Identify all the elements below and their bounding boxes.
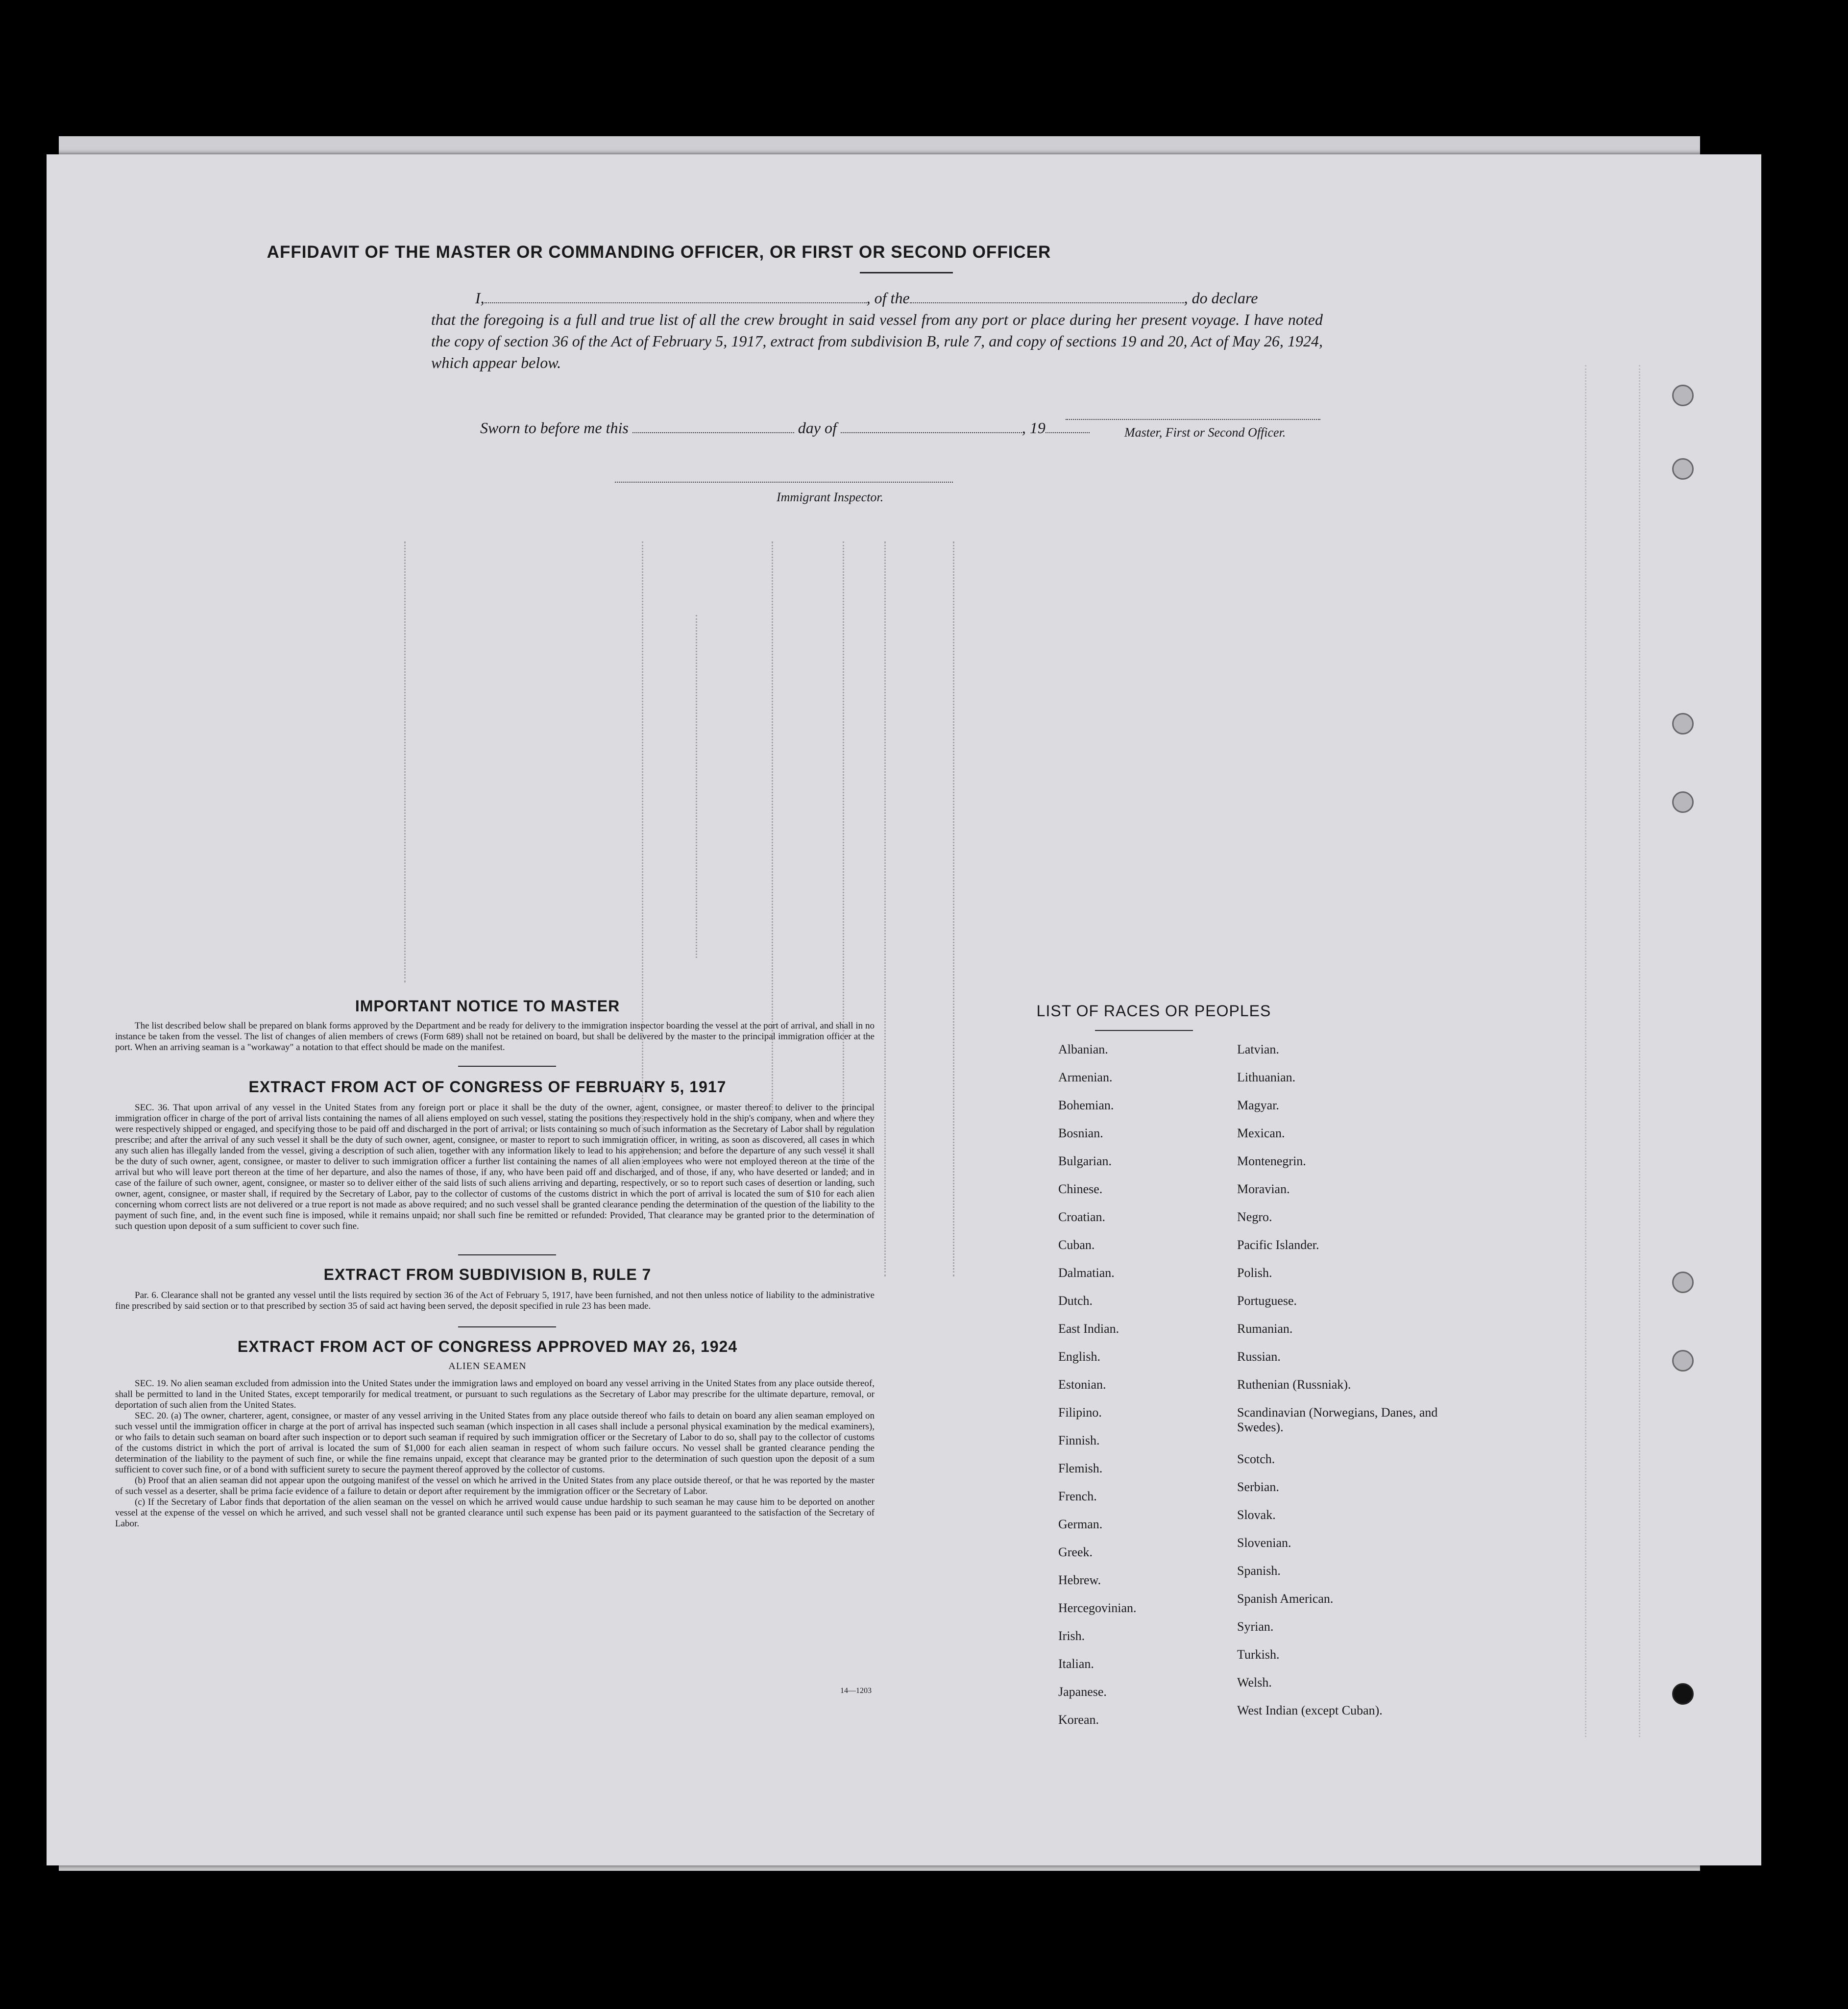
race-item: Greek. xyxy=(1058,1545,1093,1559)
extract-rule7-title: EXTRACT FROM SUBDIVISION B, RULE 7 xyxy=(323,1266,652,1283)
race-item: Croatian. xyxy=(1058,1210,1106,1224)
race-item: Lithuanian. xyxy=(1237,1070,1296,1084)
race-item: Chinese. xyxy=(1058,1182,1103,1196)
punch-hole xyxy=(1672,791,1694,813)
race-item: Syrian. xyxy=(1237,1619,1274,1634)
race-item: Bulgarian. xyxy=(1058,1154,1112,1168)
race-item: Portuguese. xyxy=(1237,1294,1297,1308)
race-item: Montenegrin. xyxy=(1237,1154,1306,1168)
inspector-signature-line[interactable] xyxy=(615,482,953,483)
punch-hole xyxy=(1672,1683,1694,1705)
race-item: Welsh. xyxy=(1237,1675,1272,1690)
race-item: Estonian. xyxy=(1058,1377,1106,1392)
race-item: Korean. xyxy=(1058,1713,1099,1727)
extract-1924-text: SEC. 19. No alien seaman excluded from admission into the United States under the immigration laws and employed on board any vessel arriving in the United States from any place outside thereof, shall be permitted to land in the United States, except temporarily for medical treatment, or pursuant to such regulations as the Secretary of Labor may prescribe for the ultimate departure, removal, or deportation of such alien from the United States. SEC. 20. (a) The owner, charterer, agent, consignee, or master of any vessel arriving in the United States from any place outside thereof who fails to detain on board any alien seaman employed on such vessel until the immigration officer in charge at the port of arrival has inspected such seaman (which inspection in all cases shall include a personal physical examination by the medical examiners), or who fails to detain such seaman on board after such inspection or to deport such seaman if required by such immigration officer or the Secretary of Labor to do so, shall pay to the collector of customs of the customs district in which the port of arrival is located the sum of $1,000 for each alien seaman in respect of whom such failure occurs. No vessel shall be granted clearance pending the determination of the liability to the payment of such fine, or while the fine remains unpaid, except that clearance may be granted prior to the determination of such question upon the deposit of a sum sufficient to cover such fine, or of a bond with sufficient surety to secure the payment thereof approved by the collector of customs. (b) Proof that an alien seaman did not appear upon the outgoing manifest of the vessel on which he arrived in the United States from any place outside thereof, or that he was reported by the master of such vessel as a deserter, shall be prima facie evidence of a failure to detain or deport after requirement by the immigration officer or the Secretary of Labor. (c) If the Secretary of Labor finds that deportation of the alien seaman on the vessel on which he arrived would cause undue hardship to such seaman he may cause him to be deported on another vessel at the expense of the vessel on which he arrived, and such vessel shall not be granted clearance until such expense has been paid or its payment guaranteed to the satisfaction of the Secretary of Labor. xyxy=(115,1378,875,1529)
punch-hole xyxy=(1672,1350,1694,1372)
races-column-2 xyxy=(1237,1042,1443,1731)
race-item: Polish. xyxy=(1237,1266,1272,1280)
race-item: Japanese. xyxy=(1058,1685,1107,1699)
race-item: German. xyxy=(1058,1517,1103,1531)
race-item: Slovak. xyxy=(1237,1508,1276,1522)
race-item: Finnish. xyxy=(1058,1433,1100,1447)
race-item: Flemish. xyxy=(1058,1461,1103,1475)
race-item: West Indian (except Cuban). xyxy=(1237,1703,1383,1717)
declaration-text: that the foregoing is a full and true list of all the crew brought in said vessel from any port or place during her present voyage. I have noted the copy of section 36 of the Act of February 5, 1917, extract from subdivision B, rule 7, and copy of sections 19 and 20, Act of May 26, 1924, which appear below. xyxy=(431,311,1323,371)
bleed-through-line xyxy=(1639,365,1642,1737)
alien-seamen-subtitle: ALIEN SEAMEN xyxy=(448,1361,527,1372)
manifest-sheet xyxy=(47,154,1761,1865)
punch-hole xyxy=(1672,385,1694,406)
race-item: Bohemian. xyxy=(1058,1098,1114,1112)
section-rule xyxy=(458,1254,556,1255)
race-item: Slovenian. xyxy=(1237,1536,1291,1550)
race-item: Bosnian. xyxy=(1058,1126,1103,1140)
race-item: Filipino. xyxy=(1058,1405,1102,1420)
bleed-through-line xyxy=(884,541,887,1276)
race-item: Latvian. xyxy=(1237,1042,1279,1056)
race-item: Serbian. xyxy=(1237,1480,1279,1494)
race-item: Scandinavian (Norwegians, Danes, and Swedes). xyxy=(1237,1405,1438,1434)
race-item: Moravian. xyxy=(1237,1182,1290,1196)
section-rule xyxy=(458,1066,556,1067)
races-title-rule xyxy=(1095,1030,1193,1031)
races-title: LIST OF RACES OR PEOPLES xyxy=(1036,1002,1271,1020)
bleed-through-line xyxy=(1585,365,1588,1737)
race-item: Spanish American. xyxy=(1237,1592,1334,1606)
race-item: Armenian. xyxy=(1058,1070,1113,1084)
punch-hole xyxy=(1672,1272,1694,1293)
sworn-line: Sworn to before me this day of , 19 xyxy=(480,416,1090,437)
race-item: English. xyxy=(1058,1349,1100,1364)
affidavit-declaration xyxy=(431,287,1323,373)
race-item: Pacific Islander. xyxy=(1237,1238,1319,1252)
section-rule xyxy=(458,1326,556,1327)
race-item: Cuban. xyxy=(1058,1238,1095,1252)
sworn-year-blank[interactable] xyxy=(1046,416,1090,433)
race-item: Albanian. xyxy=(1058,1042,1108,1056)
race-item: Mexican. xyxy=(1237,1126,1285,1140)
form-number: 14—1203 xyxy=(840,1687,872,1695)
punch-hole xyxy=(1672,713,1694,735)
race-item: Turkish. xyxy=(1237,1647,1280,1662)
extract-1924-title: EXTRACT FROM ACT OF CONGRESS APPROVED MAY 26, 1924 xyxy=(237,1338,738,1355)
affidavit-line-1: I, , of the , do declare xyxy=(431,287,1323,309)
inspector-label: Immigrant Inspector. xyxy=(777,490,884,504)
race-item: Hercegovinian. xyxy=(1058,1601,1137,1615)
punch-hole xyxy=(1672,458,1694,480)
race-item: Dalmatian. xyxy=(1058,1266,1115,1280)
race-item: Russian. xyxy=(1237,1349,1281,1364)
race-item: Hebrew. xyxy=(1058,1573,1101,1587)
race-item: Magyar. xyxy=(1237,1098,1279,1112)
extract-1917-text: SEC. 36. That upon arrival of any vessel in the United States from any foreign port or place it shall be the duty of the owner, agent, consignee, or master thereof to deliver to the principal immigration officer in charge of the port of arrival lists containing the names of all aliens employed on such vessel, stating the positions they respectively hold in the ship's company, when and where they were respectively shipped or engaged, and specifying those to be paid off and discharged in the port of arrival; or lists containing so much of such information as the Secretary of Labor shall by regulation prescribe; and after the arrival of any such vessel it shall be the duty of such owner, agent, consignee, or master to report to such immigration officer, in writing, as soon as discovered, all cases in which any such alien has illegally landed from the vessel, giving a description of such alien, together with any information likely to lead to his apprehension; and before the departure of any such vessel it shall be the duty of such owner, agent, consignee, or master to deliver to such immigration officer a further list containing the names of all alien employees who were not employed thereon at the time of the arrival but who will leave port thereon at the time of her departure, and also the names of those, if any, who have been paid off and discharged, and of those, if any, who have deserted or landed; and in case of the failure of such owner, agent, consignee, or master so to deliver either of the said lists of such aliens arriving and departing, respectively, or so to report such cases of desertion or landing, such owner, agent, consignee, or master shall, if required by the Secretary of Labor, pay to the collector of customs of the customs district in which the port of arrival is located the sum of $10 for each alien concerning whom correct lists are not delivered or a true report is not made as above required; and no such vessel shall be granted clearance pending the determination of the question of the liability to the payment of such fine, and, in the event such fine is imposed, while it remains unpaid; nor shall such fine be remitted or refunded: Provided, That clearance may be granted prior to the determination of such question upon deposit of a sum sufficient to cover such fine. xyxy=(115,1102,875,1231)
vessel-blank[interactable] xyxy=(910,287,1184,303)
extract-rule7-text: Par. 6. Clearance shall not be granted any vessel until the lists required by section 36 of the Act of February 5, 1917, have been furnished, and not then unless notice of liability to the administrative fine prescribed by said section or to that prescribed by section 35 of said act having been served, the deposit specified in rule 23 has been made. xyxy=(115,1290,875,1311)
master-signature-label: Master, First or Second Officer. xyxy=(1124,425,1286,440)
bleed-through-line xyxy=(953,541,956,1276)
race-item: Ruthenian (Russniak). xyxy=(1237,1377,1351,1392)
race-item: French. xyxy=(1058,1489,1097,1503)
title-rule xyxy=(860,272,953,273)
name-blank[interactable] xyxy=(485,287,867,303)
race-item: Irish. xyxy=(1058,1629,1085,1643)
race-item: Spanish. xyxy=(1237,1564,1281,1578)
races-column-1 xyxy=(1058,1042,1137,1740)
bleed-through-line xyxy=(696,615,699,958)
race-item: Rumanian. xyxy=(1237,1322,1293,1336)
race-item: Negro. xyxy=(1237,1210,1272,1224)
notice-title: IMPORTANT NOTICE TO MASTER xyxy=(355,997,620,1015)
bleed-through-line xyxy=(404,541,407,982)
extract-1917-title: EXTRACT FROM ACT OF CONGRESS OF FEBRUARY 5, 1917 xyxy=(248,1078,727,1096)
notice-text: The list described below shall be prepared on blank forms approved by the Department and be ready for delivery to the immigration inspector boarding the vessel at the port of arrival, and shall in no instance be taken from the vessel. The list of changes of alien members of crews (Form 689) shall not be retained on board, but shall be delivered by the master to the principal immigration officer at the port. When an arriving seaman is a "workaway" a notation to that effect should be made on the manifest. xyxy=(115,1021,875,1053)
race-item: Dutch. xyxy=(1058,1294,1093,1308)
master-signature-line[interactable] xyxy=(1066,419,1320,420)
race-item: Scotch. xyxy=(1237,1452,1275,1466)
affidavit-title: AFFIDAVIT OF THE MASTER OR COMMANDING OFFICER, OR FIRST OR SECOND OFFICER xyxy=(267,243,1051,262)
sworn-date-blank[interactable] xyxy=(632,416,794,433)
race-item: Italian. xyxy=(1058,1657,1094,1671)
race-item: East Indian. xyxy=(1058,1322,1119,1336)
sworn-month-blank[interactable] xyxy=(841,416,1022,433)
